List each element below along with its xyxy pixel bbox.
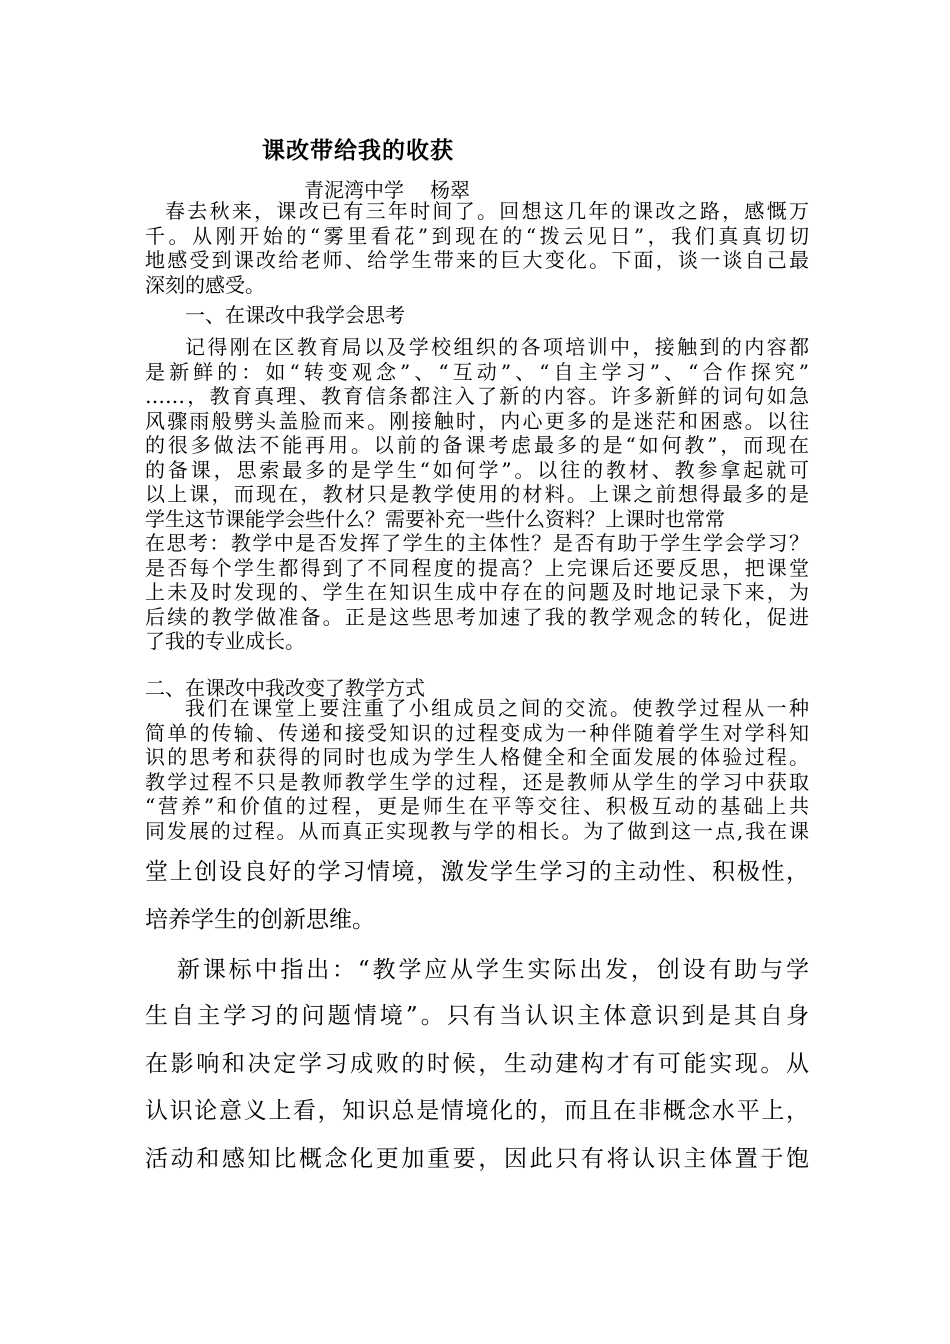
document-title: 课改带给我的收获 [262,137,454,164]
paragraph-line: 的很多做法不能再用。以前的备课考虑最多的是“如何教”，而现在 [145,433,809,457]
paragraph-line: “营养”和价值的过程，更是师生在平等交往、积极互动的基础上共 [145,794,809,818]
paragraph-line: 地感受到课改给老师、给学生带来的巨大变化。下面，谈一谈自己最 [145,248,809,272]
paragraph-line: 认识论意义上看，知识总是情境化的，而且在非概念水平上， [145,1098,809,1124]
author-name: 杨翠 [430,178,470,202]
paragraph-line: 培养学生的创新思维。 [145,906,375,933]
paragraph-line: 了我的专业成长。 [145,629,305,653]
paragraph-line: 的备课，思索最多的是学生“如何学”。以往的教材、教参拿起就可 [145,457,809,482]
paragraph-line: 堂上创设良好的学习情境，激发学生学习的主动性、积极性， [145,859,809,885]
paragraph-line: 春去秋来，课改已有三年时间了。回想这几年的课改之路，感慨万 [165,199,809,223]
paragraph-line: 深刻的感受。 [145,272,265,297]
paragraph-line: 在思考：教学中是否发挥了学生的主体性？是否有助于学生学会学习？ [145,531,809,555]
paragraph-line: 简单的传输、传递和接受知识的过程变成为一种伴随着学生对学科知 [145,720,809,745]
section-1-paragraph [145,335,809,654]
paragraph-line: 新课标中指出：“教学应从学生实际出发，创设有助与学 [177,957,809,983]
paragraph-line: 后续的教学做准备。正是这些思考加速了我的教学观念的转化，促进 [145,604,809,629]
section-2-paragraph [145,696,809,843]
paragraph-line: ……，教育真理、教育信条都注入了新的内容。许多新鲜的词句如急 [145,384,809,408]
school-name: 青泥湾中学 [304,178,404,202]
paragraph-line: 生自主学习的问题情境”。只有当认识主体意识到是其自身 [145,1003,809,1029]
section-2-continuation [145,849,809,944]
paragraph-line: 记得刚在区教育局以及学校组织的各项培训中，接触到的内容都 [185,335,809,359]
paragraph-line: 风骤雨般劈头盖脸而来。刚接触时，内心更多的是迷茫和困惑。以往 [145,408,809,433]
section-2-heading: 二、在课改中我改变了教学方式 [145,676,425,700]
paragraph-line: 是否每个学生都得到了不同程度的提高？上完课后还要反思，把课堂 [145,555,809,580]
section-3-paragraph [145,947,809,1183]
paragraph-line: 识的思考和获得的同时也成为学生人格健全和全面发展的体验过程。 [145,745,809,769]
paragraph-line: 以上课，而现在，教材只是教学使用的材料。上课之前想得最多的是 [145,482,809,506]
paragraph-line: 学生这节课能学会些什么？需要补充一些什么资料？上课时也常常 [145,506,725,531]
paragraph-line: 教学过程不只是教师教学生学的过程，还是教师从学生的学习中获取 [145,769,809,794]
intro-paragraph [145,199,809,297]
paragraph-line: 是新鲜的：如“转变观念”、“互动”、“自主学习”、“合作探究” [145,359,809,384]
paragraph-line: 我们在课堂上要注重了小组成员之间的交流。使教学过程从一种 [185,696,809,720]
paragraph-line: 上未及时发现的、学生在知识生成中存在的问题及时地记录下来，为 [145,580,809,604]
section-1-heading: 一、在课改中我学会思考 [185,303,405,327]
paragraph-line: 千。从刚开始的“雾里看花”到现在的“拨云见日”，我们真真切切 [145,223,809,248]
paragraph-line: 同发展的过程。从而真正实现教与学的相长。为了做到这一点,我在课 [145,818,809,843]
paragraph-line: 活动和感知比概念化更加重要，因此只有将认识主体置于饱 [145,1145,809,1172]
paragraph-line: 在影响和决定学习成败的时候，生动建构才有可能实现。从 [145,1050,809,1077]
